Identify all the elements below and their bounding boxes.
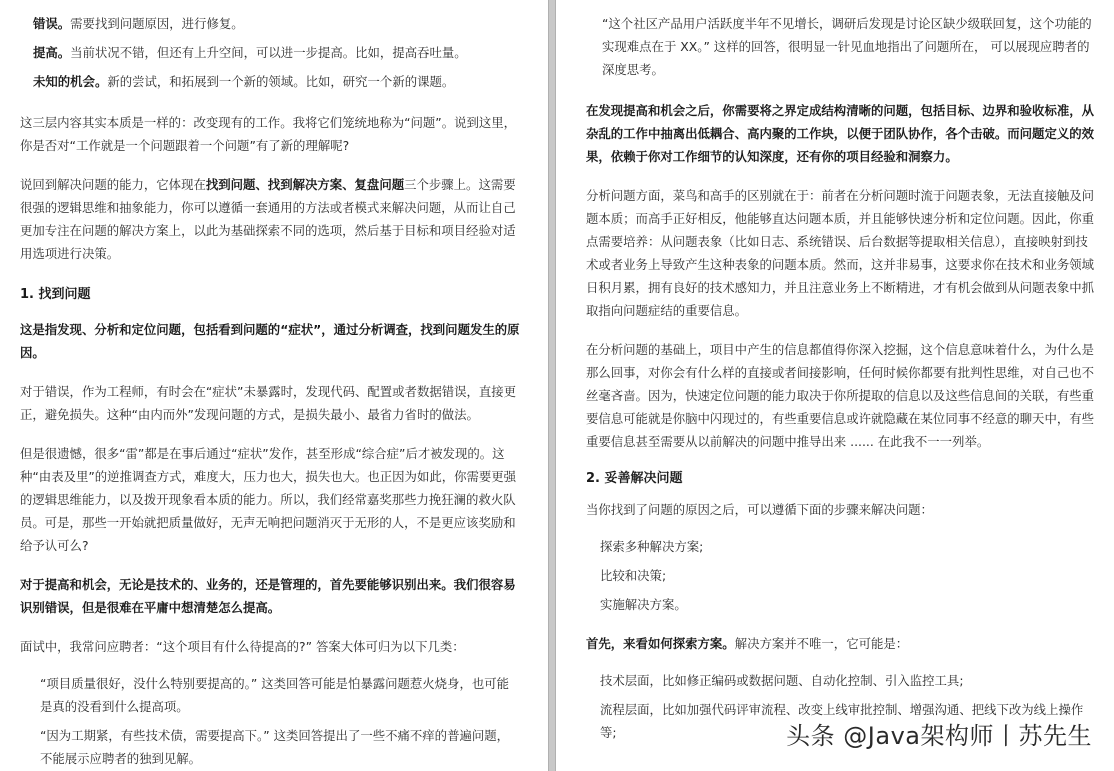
steps-intro: 当你找到了问题的原因之后，可以遵循下面的步骤来解决问题： bbox=[586, 502, 933, 517]
type-item-opportunity: 未知的机会。新的尝试，和拓展到一个新的领域。比如，研究一个新的课题。 bbox=[33, 74, 455, 89]
error-paragraph: 对于错误，作为工程师，有时会在“症状”未暴露时，发现代码、配置或者数据错误，直接更正，避免损失。这种“由内而外”发现问题的方式，是损失最小、最省力省时的做法。 bbox=[20, 384, 517, 422]
improve-paragraph: 对于提高和机会，无论是技术的、业务的，还是管理的，首先要能够识别出来。我们很容易识别错误，但是很难在平庸中想清楚怎么提高。 bbox=[20, 577, 516, 615]
ability-paragraph: 说回到解决问题的能力，它体现在找到问题、找到解决方案、复盘问题三个步骤上。这需要很强的逻辑思维和抽象能力，你可以遵循一套通用的方法或者模式来解决问题，从而让自己更加专注在问题的解决方案上，以此为基础探索不同的选项，然后基于目标和项目经验对适用选项进行决策。 bbox=[20, 177, 516, 261]
find-problem-definition: 这是指发现、分析和定位问题，包括看到问题的“症状”，通过分析调查，找到问题发生的原因。 bbox=[20, 322, 520, 360]
step-item-2: 比较和决策; bbox=[600, 568, 667, 583]
quote-item-3: “这个社区产品用户活跃度半年不见增长，调研后发现是讨论区缺少级联回复，这个功能的实现难点在于 XX。” 这样的回答，很明显一针见血地指出了问题所在， 可以展现应聘者的深度思考。 bbox=[602, 16, 1092, 77]
quote-item-1: “项目质量很好，没什么特别要提高的。” 这类回答可能是怕暴露问题惹火烧身，也可能是真的没看到什么提高项。 bbox=[40, 676, 510, 714]
option-item-2: 流程层面，比如加强代码评审流程、改变上线审批控制、增强沟通、把线下改为线上操作等; bbox=[600, 702, 1084, 740]
type-item-improve: 提高。当前状况不错，但还有上升空间，可以进一步提高。比如，提高吞吐量。 bbox=[33, 45, 467, 60]
summary-paragraph: 这三层内容其实本质是一样的：改变现有的工作。我将它们笼统地称为“问题”。说到这里，你是否对“工作就是一个问题跟着一个问题”有了新的理解呢? bbox=[20, 115, 517, 153]
interview-paragraph: 面试中，我常问应聘者：“这个项目有什么待提高的?” 答案大体可归为以下几类： bbox=[20, 639, 465, 654]
watermark: 头条 @Java架构师丨苏先生 bbox=[786, 722, 1092, 750]
section-heading-solve-problem: 2. 妥善解决问题 bbox=[586, 471, 683, 486]
right-page bbox=[556, 0, 1114, 771]
option-item-1: 技术层面，比如修正编码或数据问题、自动化控制、引入监控工具; bbox=[600, 673, 964, 688]
step-item-3: 实施解决方案。 bbox=[600, 597, 687, 612]
section-heading-find-problem: 1. 找到问题 bbox=[20, 287, 91, 302]
analysis-paragraph: 分析问题方面，菜鸟和高手的区别就在于：前者在分析问题时流于问题表象，无法直接触及问题本质；而高手正好相反，他能够直达问题本质，并且能够快速分析和定位问题。因此，你重点需要培养：从问题表象（比如日志、系统错误、后台数据等提取相关信息），直接映射到技术或者业务上导致产生这种表象的问题本质。然而，这并非易事，这要求你在技术和业务领域日积月累，拥有良好的技术感知力，并且注意业务上不断精进，才有机会做到从问题表象中抓取指向问题症结的重要信息。 bbox=[586, 188, 1095, 318]
page-divider bbox=[548, 0, 556, 771]
thunder-paragraph: 但是很遗憾，很多“雷”都是在事后通过“症状”发作，甚至形成“综合症”后才被发现的。这种“由表及里”的逆推调查方式，难度大，压力也大，损失也大。也正因为如此，你需要更强的逻辑思维能力，以及拨开现象看本质的能力。所以，我们经常嘉奖那些力挽狂澜的救火队员。可是，那些一开始就把质量做好，无声无响把问题消灭于无形的人，不是更应该奖励和给予认可么? bbox=[20, 446, 517, 553]
step-item-1: 探索多种解决方案; bbox=[600, 539, 704, 554]
quote-item-2: “因为工期紧，有些技术债，需要提高下。” 这类回答提出了一些不痛不痒的普遍问题，不能展示应聘者的独到见解。 bbox=[40, 728, 510, 766]
left-page bbox=[0, 0, 548, 771]
info-paragraph: 在分析问题的基础上，项目中产生的信息都值得你深入挖掘，这个信息意味着什么，为什么是那么回事，对你会有什么样的直接或者间接影响，任何时候你都要有批判性思维，对自己也不丝毫吝啬。因为，快速定位问题的能力取决于你所提取的信息以及这些信息间的关联，有些重要信息可能就是你脑中闪现过的，有些重要信息或许就隐藏在某位同事不经意的聊天中，有些重要信息甚至需要从以前解决的问题中推导出来 ...... 在此我不一一列举。 bbox=[586, 342, 1095, 449]
type-item-error: 错误。需要找到问题原因，进行修复。 bbox=[33, 16, 244, 31]
explore-paragraph: 首先，来看如何探索方案。解决方案并不唯一，它可能是： bbox=[586, 636, 909, 651]
define-problem-paragraph: 在发现提高和机会之后，你需要将之界定成结构清晰的问题，包括目标、边界和验收标准，从杂乱的工作中抽离出低耦合、高内聚的工作块，以便于团队协作，各个击破。而问题定义的效果，依赖于你对工作细节的认知深度，还有你的项目经验和洞察力。 bbox=[586, 103, 1095, 164]
